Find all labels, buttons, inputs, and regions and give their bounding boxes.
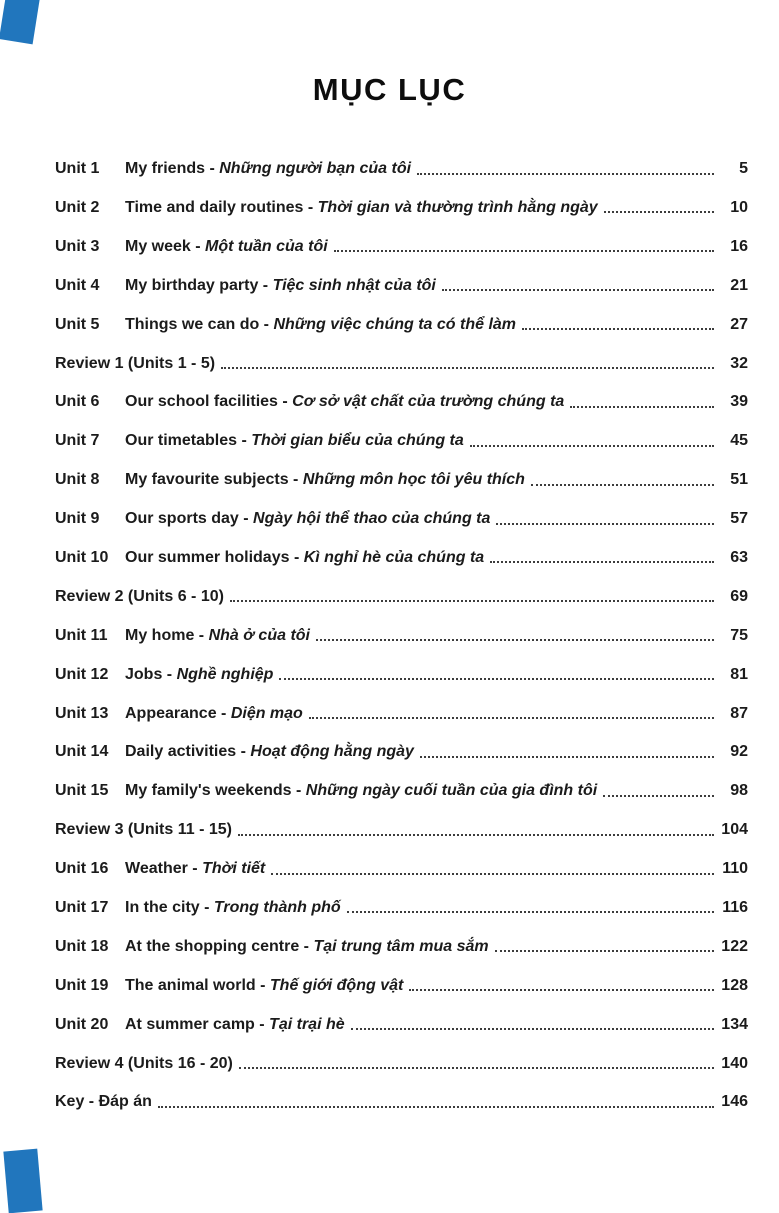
toc-entry-title: [125, 782, 597, 800]
toc-entry-section: [55, 577, 748, 616]
toc-entry-page-number: 134: [721, 1015, 748, 1033]
toc-entry-title: [125, 743, 414, 761]
dotted-leader: [490, 553, 714, 564]
toc-entry-title: [125, 860, 265, 878]
toc-title-vietnamese: Diện mạo: [230, 704, 303, 722]
toc-entry-page-number: 92: [730, 743, 748, 761]
page-title: MỤC LỤC: [312, 72, 467, 107]
toc-title-english: At the shopping centre -: [125, 937, 314, 955]
toc-entry-label: Unit 17: [55, 899, 109, 916]
toc-title-vietnamese: Nhà ở của tôi: [208, 626, 310, 644]
toc-title-vietnamese: Thế giới động vật: [269, 976, 404, 994]
toc-entry-unit: [55, 694, 748, 733]
toc-entry-unit: [55, 539, 748, 578]
dotted-leader: [442, 280, 714, 291]
toc-entry-label: Unit 4: [55, 276, 100, 294]
toc-title-vietnamese: Những ngày cuối tuần của gia đình tôi: [305, 782, 598, 800]
toc-entry-unit: [55, 500, 748, 539]
dotted-leader: [531, 475, 714, 486]
dotted-leader: [470, 436, 714, 447]
toc-title-english: My home -: [125, 626, 209, 644]
toc-entry-unit: [55, 422, 748, 461]
toc-title-vietnamese: Thời tiết: [202, 860, 266, 878]
toc-entry-title: [125, 199, 598, 217]
dotted-leader: [334, 241, 714, 252]
toc-entry-label: Key - Đáp án: [55, 1093, 152, 1111]
toc-entry-title: [125, 666, 273, 684]
toc-title-vietnamese: Thời gian biểu của chúng ta: [251, 432, 464, 450]
toc-entry-page-number: 32: [730, 354, 748, 372]
toc-entry-label: Unit 6: [55, 393, 100, 411]
toc-title-vietnamese: Trong thành phố: [213, 899, 341, 916]
toc-entry-label: Unit 20: [55, 1015, 109, 1033]
toc-entry-page-number: 27: [730, 315, 748, 333]
toc-entry-page-number: 5: [739, 160, 748, 178]
dotted-leader: [522, 319, 714, 330]
toc-entry-page-number: 21: [730, 276, 748, 294]
toc-title-vietnamese: Thời gian và thường trình hằng ngày: [317, 198, 598, 216]
toc-title-vietnamese: Tiệc sinh nhật của tôi: [272, 276, 436, 294]
toc-entry-label: Unit 9: [55, 510, 100, 528]
toc-entry-title: [125, 510, 490, 528]
toc-entry-unit: [55, 966, 748, 1005]
toc-entry-title: [125, 705, 303, 723]
toc-entry-label: Review 3 (Units 11 - 15): [55, 821, 232, 839]
toc-entry-page-number: 146: [721, 1093, 748, 1111]
toc-entry-label: Unit 18: [55, 937, 109, 955]
toc-entry-title: [125, 977, 403, 995]
toc-entry-label: Unit 8: [55, 471, 100, 489]
dotted-leader: [271, 864, 714, 875]
dotted-leader: [495, 941, 714, 952]
dotted-leader: [496, 514, 714, 525]
toc-title-vietnamese: Kì nghỉ hè của chúng ta: [303, 548, 485, 566]
toc-title-vietnamese: Hoạt động hằng ngày: [250, 743, 414, 761]
toc-title-vietnamese: Những việc chúng ta có thể làm: [273, 315, 517, 333]
toc-entry-unit: [55, 850, 748, 889]
toc-entry-page-number: 122: [721, 937, 748, 955]
toc-entry-page-number: 51: [730, 471, 748, 489]
toc-title-english: Appearance -: [125, 704, 231, 722]
toc-entry-label: Unit 16: [55, 860, 109, 878]
toc-entry-title: [125, 938, 489, 956]
toc-entry-label: Unit 7: [55, 432, 100, 450]
toc-entry-page-number: 140: [721, 1054, 748, 1072]
dotted-leader: [420, 747, 714, 758]
toc-entry-title: [125, 316, 516, 334]
toc-title-english: At summer camp -: [125, 1015, 270, 1033]
toc-list: [0, 150, 779, 1122]
toc-entry-section: [55, 811, 748, 850]
toc-entry-label: Unit 5: [55, 315, 100, 333]
toc-entry-unit: [55, 383, 748, 422]
corner-decoration-bottom-left: [3, 1149, 42, 1213]
dotted-leader: [604, 203, 714, 214]
toc-entry-unit: [55, 227, 748, 266]
toc-entry-page-number: 57: [730, 510, 748, 528]
toc-entry-title: [125, 277, 436, 295]
toc-entry-page-number: 63: [730, 548, 748, 566]
toc-entry-label: Unit 2: [55, 198, 100, 216]
toc-title-vietnamese: Tại trung tâm mua sắm: [313, 937, 489, 955]
toc-entry-unit: [55, 616, 748, 655]
toc-title-english: Things we can do -: [125, 315, 274, 333]
toc-entry-label: Unit 12: [55, 665, 109, 683]
toc-entry-unit: [55, 150, 748, 189]
toc-title-english: In the city -: [125, 899, 214, 916]
toc-entry-title: [125, 627, 310, 645]
dotted-leader: [279, 669, 714, 680]
toc-entry-title: [125, 549, 484, 567]
toc-entry-unit: [55, 772, 748, 811]
toc-title-english: My family's weekends -: [125, 782, 306, 800]
toc-entry-unit: [55, 189, 748, 228]
dotted-leader: [158, 1097, 714, 1108]
toc-entry-page-number: 75: [730, 626, 748, 644]
dotted-leader: [238, 825, 714, 836]
toc-entry-page-number: 128: [721, 976, 748, 994]
toc-title-english: Time and daily routines -: [125, 198, 318, 216]
dotted-leader: [417, 164, 714, 175]
toc-entry-title: [125, 432, 464, 450]
toc-entry-page-number: 116: [722, 899, 748, 916]
toc-title-vietnamese: Một tuần của tôi: [205, 237, 328, 255]
toc-title-english: The animal world -: [125, 976, 270, 994]
toc-title-english: Weather -: [125, 860, 203, 878]
toc-entry-title: [125, 393, 564, 411]
toc-entry-page-number: 69: [730, 587, 748, 605]
toc-entry-label: Unit 10: [55, 548, 109, 566]
dotted-leader: [603, 786, 714, 797]
dotted-leader: [239, 1058, 714, 1069]
toc-title-vietnamese: Tại trại hè: [269, 1015, 345, 1033]
toc-title-vietnamese: Cơ sở vật chất của trường chúng ta: [292, 393, 565, 411]
toc-title-vietnamese: Những môn học tôi yêu thích: [302, 471, 525, 489]
toc-entry-title: [125, 160, 411, 178]
toc-entry-page-number: 45: [730, 432, 748, 450]
toc-entry-page-number: 16: [730, 237, 748, 255]
toc-entry-label: Unit 19: [55, 976, 109, 994]
toc-title-english: Our summer holidays -: [125, 548, 304, 566]
toc-entry-unit: [55, 889, 748, 928]
toc-entry-section: [55, 1044, 748, 1083]
dotted-leader: [230, 591, 714, 602]
toc-entry-unit: [55, 655, 748, 694]
dotted-leader: [351, 1019, 714, 1030]
toc-entry-page-number: 81: [730, 665, 748, 683]
dotted-leader: [347, 903, 714, 914]
dotted-leader: [221, 358, 714, 369]
toc-entry-page-number: 104: [721, 821, 748, 839]
toc-entry-section: [55, 1083, 748, 1122]
toc-entry-page-number: 110: [722, 860, 748, 878]
toc-title-english: Jobs -: [125, 665, 177, 683]
toc-title-english: My birthday party -: [125, 276, 273, 294]
toc-entry-unit: [55, 305, 748, 344]
toc-entry-unit: [55, 927, 748, 966]
toc-entry-title: [125, 899, 341, 917]
dotted-leader: [409, 980, 714, 991]
dotted-leader: [570, 397, 714, 408]
toc-entry-label: Unit 13: [55, 704, 109, 722]
toc-entry-label: Review 1 (Units 1 - 5): [55, 354, 216, 372]
toc-entry-title: [125, 238, 328, 256]
toc-entry-unit: [55, 461, 748, 500]
toc-title-vietnamese: Ngày hội thể thao của chúng ta: [253, 510, 491, 528]
toc-entry-page-number: 87: [730, 704, 748, 722]
toc-entry-label: Unit 14: [55, 743, 109, 761]
toc-entry-title: [125, 471, 525, 489]
toc-entry-unit: [55, 266, 748, 305]
toc-entry-section: [55, 344, 748, 383]
toc-entry-label: Unit 1: [55, 160, 100, 178]
toc-title-vietnamese: Nghề nghiệp: [176, 665, 274, 683]
toc-title-vietnamese: Những người bạn của tôi: [219, 160, 412, 178]
toc-entry-title: [125, 1016, 345, 1034]
toc-title-english: Our sports day -: [125, 510, 254, 528]
toc-entry-label: Unit 11: [55, 626, 108, 644]
toc-title-english: My favourite subjects -: [125, 471, 303, 489]
toc-entry-label: Unit 3: [55, 237, 100, 255]
dotted-leader: [309, 708, 714, 719]
toc-title-english: Our timetables -: [125, 432, 252, 450]
toc-title-english: My friends -: [125, 160, 220, 178]
toc-entry-unit: [55, 1005, 748, 1044]
toc-entry-page-number: 98: [730, 782, 748, 800]
toc-entry-label: Unit 15: [55, 782, 109, 800]
toc-entry-label: Review 4 (Units 16 - 20): [55, 1054, 233, 1072]
toc-entry-page-number: 10: [730, 198, 748, 216]
toc-title-english: Our school facilities -: [125, 393, 293, 411]
toc-entry-page-number: 39: [730, 393, 748, 411]
toc-title-english: Daily activities -: [125, 743, 251, 761]
dotted-leader: [316, 630, 714, 641]
toc-title-english: My week -: [125, 237, 206, 255]
toc-entry-unit: [55, 733, 748, 772]
toc-entry-label: Review 2 (Units 6 - 10): [55, 587, 224, 605]
